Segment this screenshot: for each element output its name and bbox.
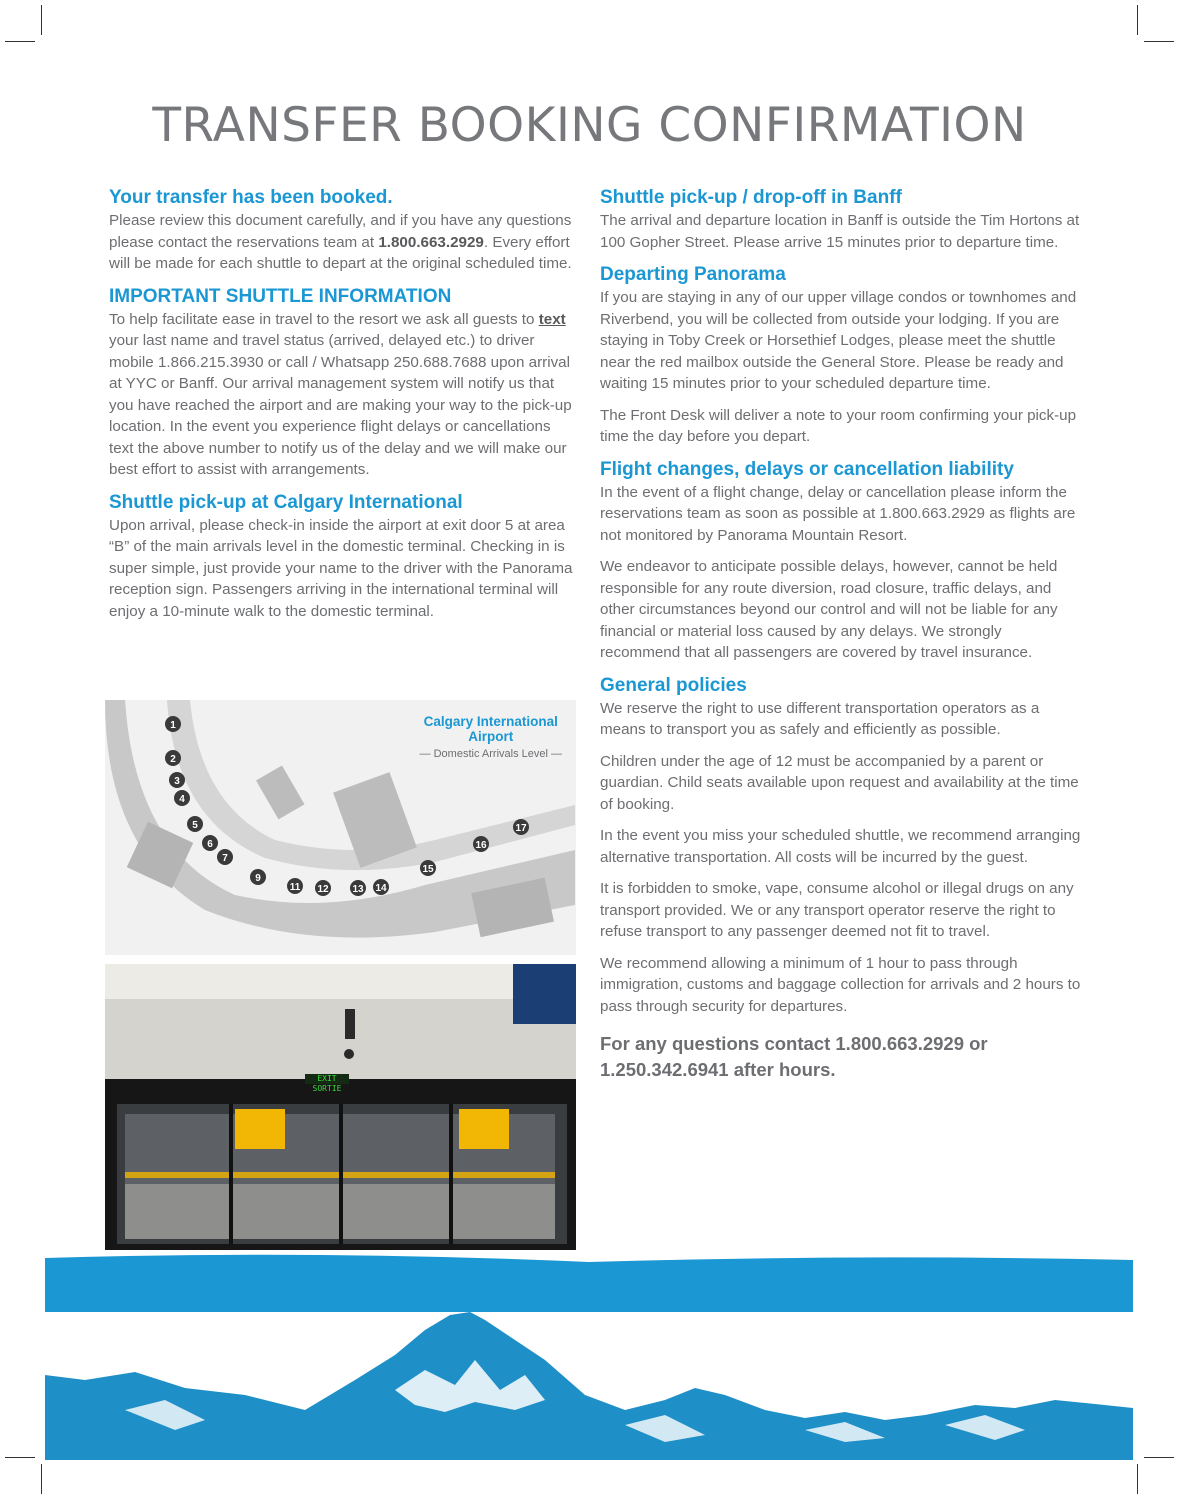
map-marker-label: 5 — [192, 820, 198, 831]
map-marker — [420, 860, 436, 876]
map-marker-label: 4 — [179, 794, 185, 805]
map-marker-label: 11 — [289, 882, 301, 893]
section-text: It is forbidden to smoke, vape, consume alcohol or illegal drugs on any transport provided. We or any transport operator reserve the right to refuse transport to any passenger deemed not fit to travel. — [600, 880, 1074, 940]
section-flight — [600, 458, 1084, 664]
map-marker-label: 13 — [352, 884, 364, 895]
crop-mark — [1137, 5, 1138, 35]
text-fragment: . Every effort will be made for each shuttle to depart at the original scheduled time. — [109, 233, 572, 272]
section-text: We reserve the right to use different transportation operators as a means to transport you as safely and efficiently as possible. — [600, 699, 1040, 738]
map-marker — [165, 750, 181, 766]
map-marker — [165, 716, 181, 732]
map-marker — [202, 835, 218, 851]
section-text: If you are staying in any of our upper village condos or townhomes and Riverbend, you will be collected from outside your lodging. If you are staying in Toby Creek or Horsethief Lodges, please meet the shuttle near the red mailbox outside the General Store. Please be ready and waiting 15 minutes prior to your scheduled departure time. — [600, 289, 1077, 392]
section-text: The Front Desk will deliver a note to your room confirming your pick-up time the day before you depart. — [600, 406, 1077, 445]
text-fragment: Please review this document carefully, and if you have any questions please contact the reservations team at — [109, 212, 572, 251]
map-title-line: Calgary International — [423, 714, 558, 729]
crop-mark — [5, 41, 35, 42]
airport-map — [105, 700, 576, 955]
map-marker — [287, 878, 303, 894]
map-marker-label: 9 — [255, 873, 261, 884]
map-marker-label: 2 — [170, 754, 176, 765]
crop-mark — [1144, 41, 1174, 42]
section-important — [109, 285, 579, 481]
map-marker — [350, 880, 366, 896]
map-marker-label: 15 — [422, 864, 434, 875]
section-text: In the event you miss your scheduled shuttle, we recommend arranging alternative transportation. All costs will be incurred by the guest. — [600, 827, 1081, 866]
map-marker — [373, 879, 389, 895]
section-text: Upon arrival, please check-in inside the airport at exit door 5 at area “B” of the main arrivals level in the domestic terminal. Checking in is super simple, just provide your name to the driver with the Panorama reception sign. Passengers arriving in the international terminal will enjoy a 10-minute walk to the domestic terminal. — [109, 516, 573, 620]
section-heading: Flight changes, delays or cancellation liability — [600, 458, 1014, 480]
section-booked — [109, 186, 579, 275]
closing-contact: For any questions contact 1.800.663.2929 or 1.250.342.6941 after hours. — [600, 1033, 988, 1080]
crop-mark — [41, 1464, 42, 1494]
section-text: Children under the age of 12 must be accompanied by a parent or guardian. Child seats available upon request and availability at the time of booking. — [600, 752, 1079, 813]
map-marker-label: 12 — [317, 884, 329, 895]
phone-number: 1.800.663.2929 — [378, 233, 484, 251]
mountain-graphic — [45, 1300, 1133, 1460]
map-marker-label: 17 — [515, 823, 527, 834]
left-column — [109, 186, 579, 632]
map-marker-label: 6 — [207, 839, 213, 850]
page-title: TRANSFER BOOKING CONFIRMATION — [152, 98, 1027, 153]
map-title-line: Airport — [468, 729, 514, 744]
section-text — [109, 309, 579, 481]
map-marker-label: 3 — [174, 776, 180, 787]
section-heading: Shuttle pick-up at Calgary International — [109, 491, 463, 513]
section-heading: Shuttle pick-up / drop-off in Banff — [600, 187, 902, 208]
map-marker — [250, 869, 266, 885]
text-fragment: your last name and travel status (arrived, delayed etc.) to driver mobile 1.866.215.3930 or call / Whatsapp 250.688.7688 upon arrival at YYC or Banff. Our arrival management system will notify us that you have reached the airport and are making your way to the pick-up location. In the event you experience flight delays or cancellations text the above number to notify us of the delay and we will make our best effort to assist with arrangements. — [109, 332, 572, 478]
map-marker-label: 16 — [475, 840, 487, 851]
section-heading: Departing Panorama — [600, 264, 786, 285]
section-text: We endeavor to anticipate possible delays, however, cannot be held responsible for any route diversion, road closure, traffic delays, and other circumstances beyond our control and will not be liable for any financial or material loss caused by any delays. We strongly recommend that all passengers are covered by travel insurance. — [600, 558, 1058, 661]
section-text: We recommend allowing a minimum of 1 hour to pass through immigration, customs and baggage collection for arrivals and 2 hours to pass through security for departures. — [600, 954, 1081, 1015]
right-column — [600, 186, 1084, 1083]
map-marker-label: 7 — [222, 853, 228, 864]
map-marker — [217, 849, 233, 865]
map-marker — [473, 836, 489, 852]
map-marker-label: 14 — [375, 883, 387, 894]
map-marker — [169, 772, 185, 788]
section-heading: Your transfer has been booked. — [109, 187, 393, 208]
section-text: In the event of a flight change, delay or cancellation please inform the reservations team as soon as possible at 1.800.663.2929 as flights are not monitored by Panorama Mountain Resort. — [600, 483, 1076, 544]
text-link[interactable]: text — [538, 310, 566, 328]
section-banff — [600, 186, 1084, 253]
section-policies — [600, 674, 1084, 1018]
map-marker-layer — [105, 700, 576, 955]
map-marker — [315, 880, 331, 896]
map-subtitle-text: Domestic Arrivals Level — [433, 748, 548, 760]
terminal-exit-photo — [105, 964, 576, 1250]
photo-drawing — [105, 964, 576, 1250]
section-heading: IMPORTANT SHUTTLE INFORMATION — [109, 285, 452, 307]
text-fragment: To help facilitate ease in travel to the resort we ask all guests to — [109, 310, 539, 328]
map-marker — [187, 816, 203, 832]
crop-mark — [1144, 1457, 1174, 1458]
section-heading: General policies — [600, 674, 747, 696]
map-marker — [174, 790, 190, 806]
crop-mark — [5, 1457, 35, 1458]
map-subtitle: — Domestic Arrivals Level — — [419, 748, 562, 760]
crop-mark — [1137, 1464, 1138, 1494]
section-text — [109, 210, 579, 275]
exit-sign: EXIT SORTIE — [305, 1074, 349, 1084]
section-text: The arrival and departure location in Banff is outside the Tim Hortons at 100 Gopher Street. Please arrive 15 minutes prior to departure time. — [600, 212, 1080, 251]
map-marker — [513, 819, 529, 835]
crop-mark — [41, 5, 42, 35]
section-departing — [600, 263, 1084, 448]
map-marker-label: 1 — [170, 720, 176, 731]
section-calgary — [109, 491, 579, 623]
